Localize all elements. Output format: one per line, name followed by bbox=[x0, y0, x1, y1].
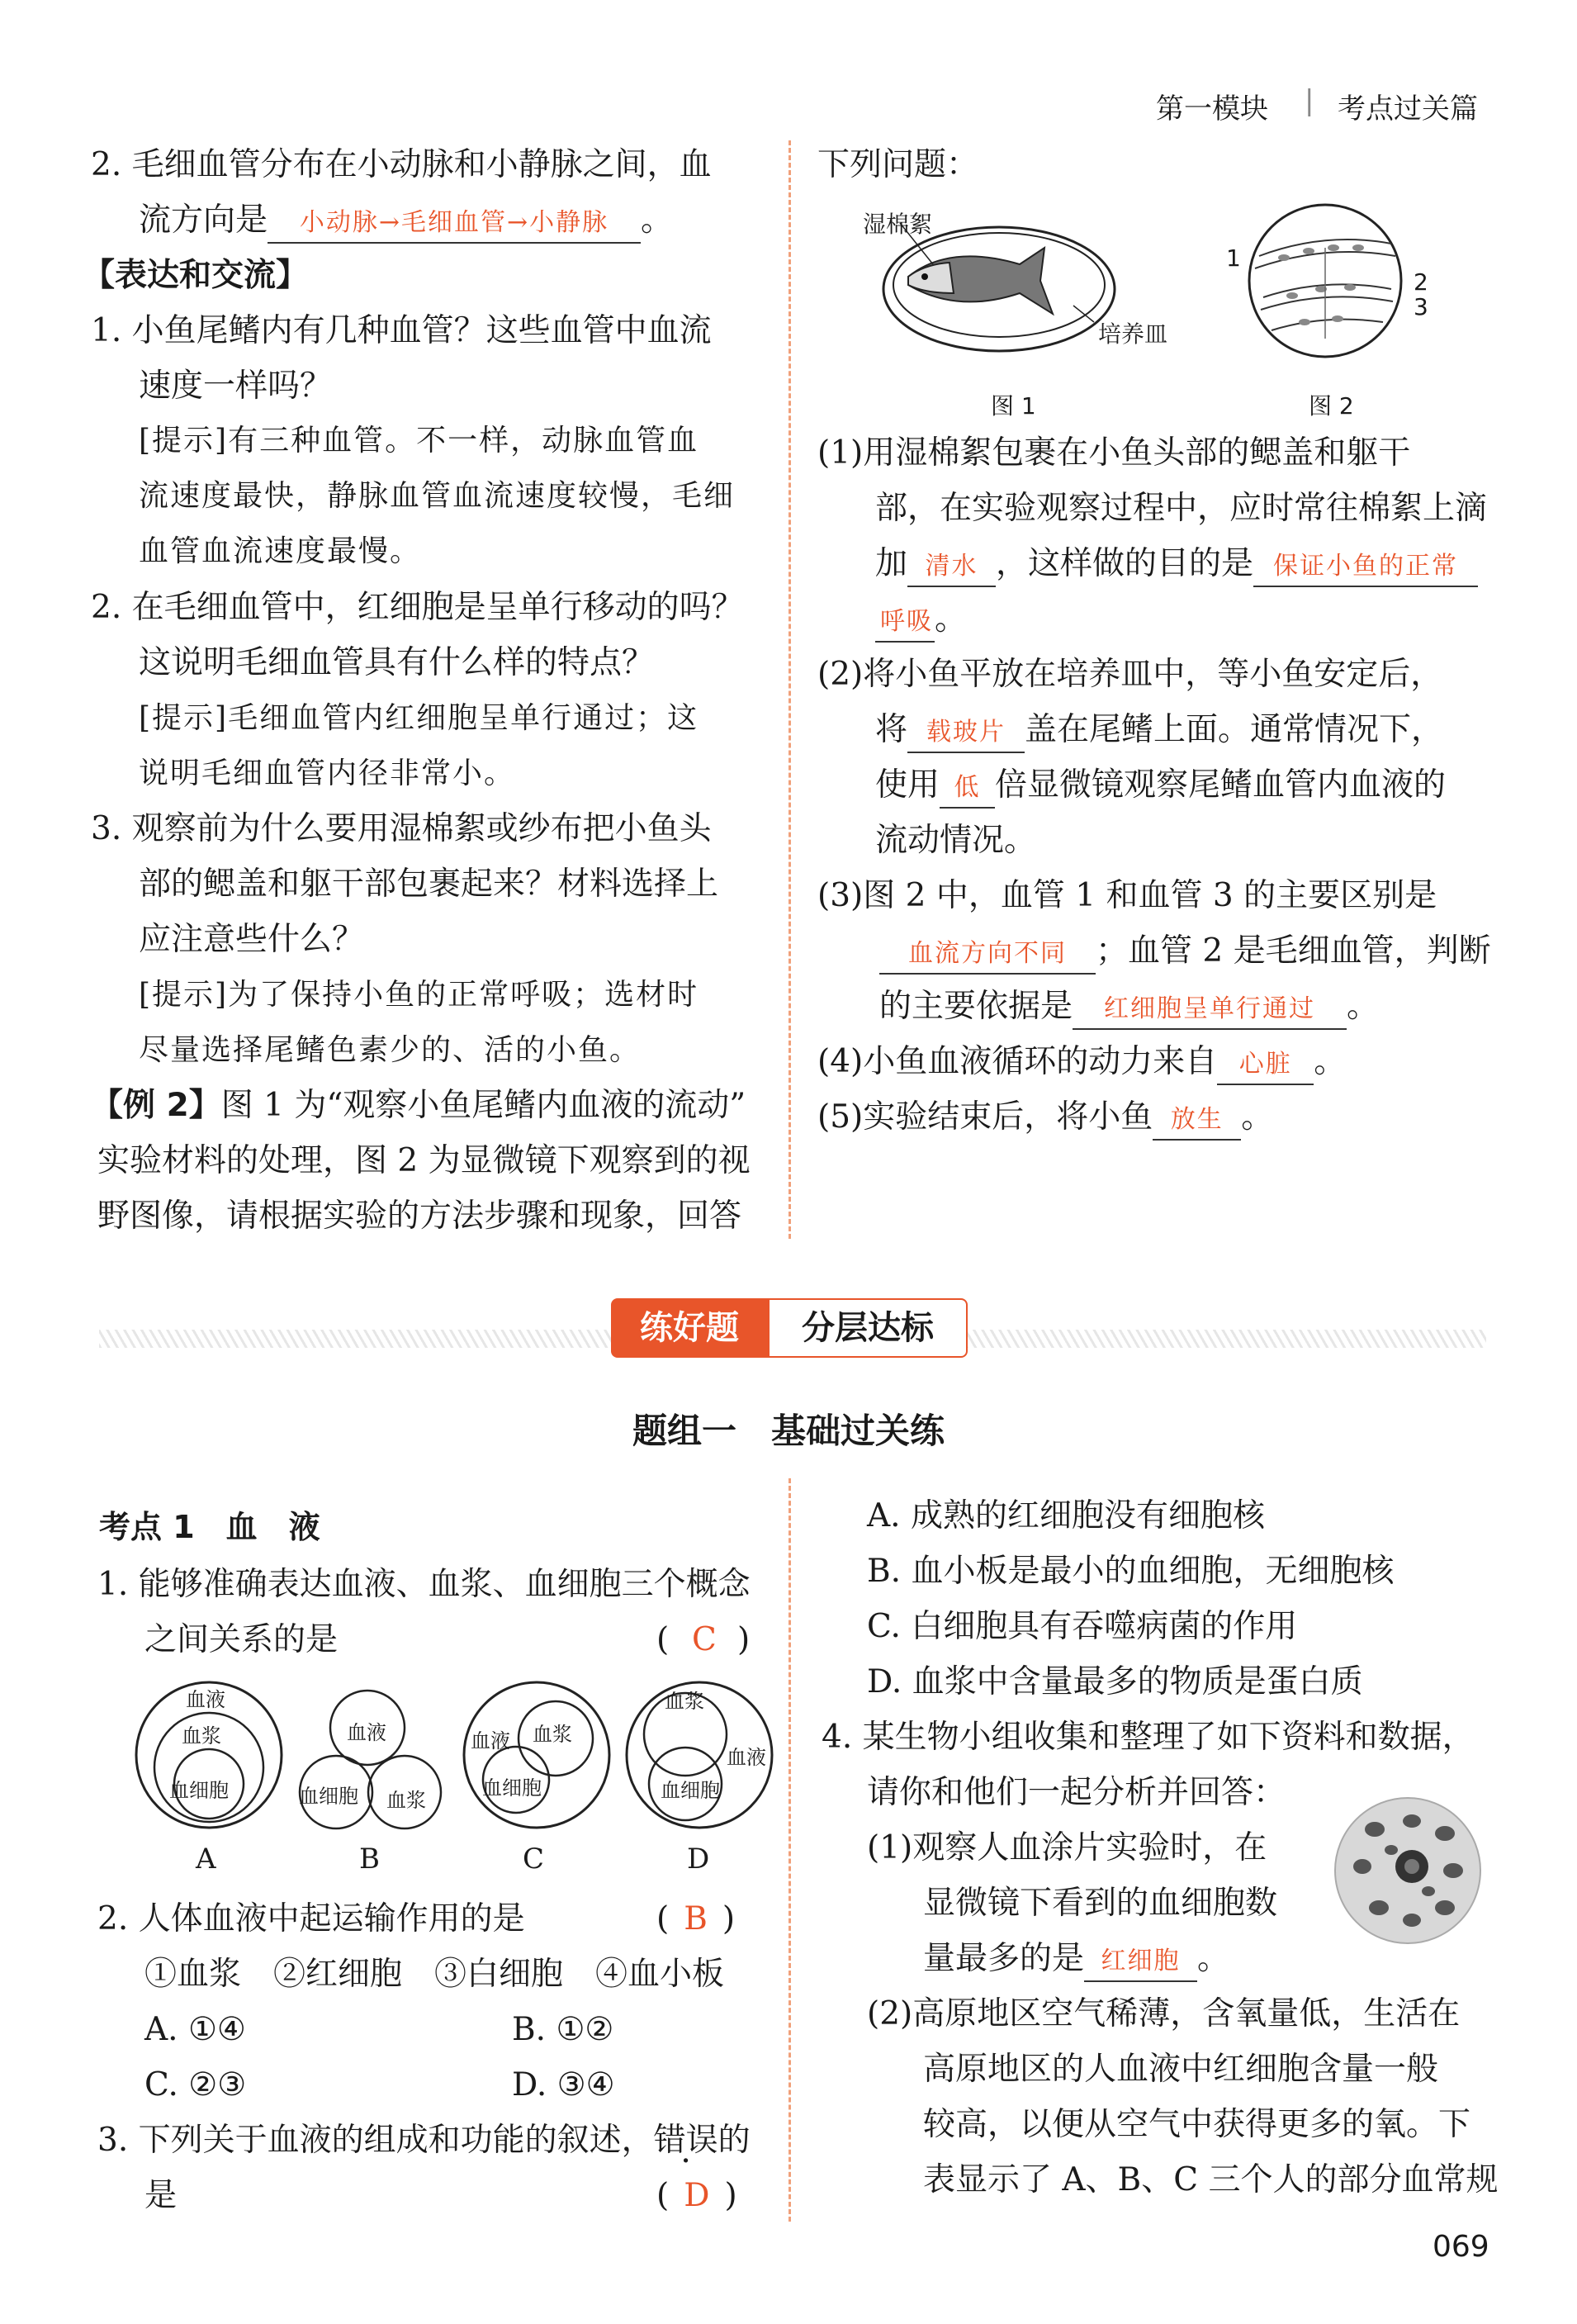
header-module: 第一模块 bbox=[1156, 92, 1268, 126]
p3-line3: 的主要依据是 红细胞呈单行通过 。 bbox=[879, 979, 1379, 1034]
venn-b-label: B bbox=[359, 1843, 380, 1876]
fig2-number-3: 3 bbox=[1414, 293, 1428, 320]
p1-answer1: 清水 bbox=[907, 548, 996, 587]
fig1-label-dish: 培养皿 bbox=[1098, 320, 1168, 348]
example2-label: 【例 2】 bbox=[91, 1087, 221, 1124]
venn-b-t3: 血浆 bbox=[386, 1789, 426, 1812]
page-number: 069 bbox=[1433, 2230, 1489, 2264]
bq3-answer: D bbox=[684, 2177, 710, 2214]
e2-hint2: 说明毛细血管内径非常小。 bbox=[139, 756, 516, 790]
fig2-number-1: 1 bbox=[1226, 244, 1241, 272]
venn-c-t3: 血细胞 bbox=[482, 1776, 542, 1800]
venn-a-t2: 血浆 bbox=[182, 1724, 221, 1748]
bq2-line1: 2. 人体血液中起运输作用的是 bbox=[97, 1900, 525, 1937]
example2-line3: 野图像，请根据实验的方法步骤和现象，回答 bbox=[97, 1198, 742, 1235]
cotton-icon bbox=[908, 263, 954, 293]
kp-title: 考点 1 血 液 bbox=[99, 1509, 320, 1545]
venn-d-t1: 血浆 bbox=[665, 1690, 704, 1713]
fig1-caption: 图 1 bbox=[991, 392, 1036, 420]
bq1-answer: C bbox=[692, 1621, 717, 1658]
header-separator: | bbox=[1305, 84, 1314, 117]
bq4-2-line4: 表显示了 A、B、C 三个人的部分血常规 bbox=[923, 2161, 1499, 2198]
bq3-option-d[interactable]: D. 血浆中含量最多的物质是蛋白质 bbox=[867, 1663, 1363, 1700]
q2-line1: 2. 毛细血管分布在小动脉和小静脉之间，血 bbox=[91, 146, 712, 183]
column-divider bbox=[788, 140, 791, 1239]
bq4-line1: 4. 某生物小组收集和整理了如下资料和数据， bbox=[822, 1719, 1475, 1756]
venn-d-t2: 血液 bbox=[727, 1746, 766, 1769]
fig1-label-cotton: 湿棉絮 bbox=[863, 211, 933, 238]
p3-line1: (3)图 2 中，血管 1 和血管 3 的主要区别是 bbox=[817, 877, 1437, 914]
bq4-line2: 请你和他们一起分析并回答： bbox=[867, 1774, 1286, 1811]
p3-answer1: 血流方向不同 bbox=[879, 935, 1096, 975]
blood-smear-image bbox=[1329, 1792, 1486, 1949]
e2-line1: 2. 在毛细血管中，红细胞是呈单行移动的吗？ bbox=[91, 589, 744, 626]
figure2-microscope-view bbox=[1243, 198, 1408, 363]
example2-line2: 实验材料的处理，图 2 为显微镜下观察到的视 bbox=[97, 1142, 751, 1179]
e1-hint3: 血管血流速度最慢。 bbox=[139, 534, 422, 568]
e3-hint1: [提示]为了保持小鱼的正常呼吸；选材时 bbox=[139, 978, 699, 1012]
venn-b-t2: 血细胞 bbox=[299, 1785, 358, 1808]
group-title: 题组一 基础过关练 bbox=[632, 1411, 945, 1451]
e2-hint1: [提示]毛细血管内红细胞呈单行通过；这 bbox=[139, 701, 699, 735]
bq4-1-answer: 红细胞 bbox=[1084, 1942, 1197, 1982]
bq1-bracket-close: ) bbox=[737, 1621, 751, 1658]
bq4-2-line1: (2)高原地区空气稀薄，含氧量低，生活在 bbox=[867, 1995, 1461, 2032]
bq4-2-line2: 高原地区的人血液中红细胞含量一般 bbox=[923, 2051, 1439, 2088]
p1-line4: 呼吸。 bbox=[875, 591, 967, 647]
bq1-line1: 1. 能够准确表达血液、血浆、血细胞三个概念 bbox=[97, 1566, 751, 1603]
venn-d-t3: 血细胞 bbox=[661, 1779, 720, 1802]
bq2-option-b[interactable]: B. ①② bbox=[512, 2011, 614, 2048]
p3-answer2: 红细胞呈单行通过 bbox=[1073, 990, 1347, 1030]
venn-b-t1: 血液 bbox=[347, 1721, 386, 1744]
venn-b bbox=[293, 1685, 450, 1833]
bq2-option-a[interactable]: A. ①④ bbox=[144, 2011, 246, 2048]
banner-right: 分层达标 bbox=[768, 1298, 968, 1358]
fig2-caption: 图 2 bbox=[1309, 392, 1354, 420]
e2-line2: 这说明毛细血管具有什么样的特点？ bbox=[139, 644, 655, 681]
continue-text: 下列问题： bbox=[817, 146, 979, 183]
p1-line2: 部，在实验观察过程中，应时常往棉絮上滴 bbox=[875, 490, 1488, 527]
example2-line1: 【例 2】图 1 为“观察小鱼尾鳍内血液的流动” bbox=[91, 1087, 746, 1124]
p2-answer2: 低 bbox=[940, 769, 995, 809]
bq2-bracket: ( B ) bbox=[656, 1900, 736, 1937]
venn-c-t1: 血液 bbox=[471, 1729, 510, 1752]
bq4-1-line1: (1)观察人血涂片实验时，在 bbox=[867, 1829, 1267, 1866]
fig2-number-2: 2 bbox=[1414, 268, 1428, 296]
p2-answer1: 载玻片 bbox=[907, 714, 1025, 753]
p3-line2: 血流方向不同 ；血管 2 是毛细血管，判断 bbox=[879, 923, 1491, 979]
p4-line: (4)小鱼血液循环的动力来自 心脏 。 bbox=[817, 1034, 1346, 1089]
p5-line: (5)实验结束后，将小鱼 放生 。 bbox=[817, 1089, 1273, 1145]
venn-c bbox=[458, 1677, 615, 1833]
banner-left: 练好题 bbox=[611, 1298, 768, 1358]
e3-line1: 3. 观察前为什么要用湿棉絮或纱布把小鱼头 bbox=[91, 810, 712, 847]
venn-c-label: C bbox=[523, 1843, 545, 1876]
e1-hint2: 流速度最快，静脉血管血流速度较慢，毛细 bbox=[139, 479, 736, 513]
e3-line3: 应注意些什么？ bbox=[139, 921, 365, 958]
bq2-option-d[interactable]: D. ③④ bbox=[512, 2066, 615, 2103]
bq3-option-b[interactable]: B. 血小板是最小的血细胞，无细胞核 bbox=[867, 1553, 1395, 1590]
bq1-line2: 之间关系的是 bbox=[144, 1621, 339, 1658]
p1-line1: (1)用湿棉絮包裹在小鱼头部的鳃盖和躯干 bbox=[817, 434, 1411, 472]
venn-c-t2: 血浆 bbox=[533, 1723, 572, 1746]
p2-line3: 使用 低 倍显微镜观察尾鳍血管内血液的 bbox=[875, 757, 1446, 813]
bq2-answer: B bbox=[684, 1900, 708, 1937]
p5-answer: 放生 bbox=[1153, 1101, 1241, 1141]
e1-hint1: [提示]有三种血管。不一样，动脉血管血 bbox=[139, 424, 699, 458]
e3-hint2: 尽量选择尾鳍色素少的、活的小鱼。 bbox=[139, 1033, 642, 1067]
e1-line1: 1. 小鱼尾鳍内有几种血管？这些血管中血流 bbox=[91, 312, 712, 349]
bq2-option-c[interactable]: C. ②③ bbox=[144, 2066, 247, 2103]
p4-answer: 心脏 bbox=[1217, 1046, 1314, 1085]
q2-line2: 流方向是 小动脉→毛细血管→小静脉 。 bbox=[139, 192, 673, 248]
header-section: 考点过关篇 bbox=[1338, 92, 1478, 126]
bq3-bracket: ( D ) bbox=[656, 2177, 737, 2214]
column-divider-bottom bbox=[788, 1478, 791, 2222]
bq2-options: ①血浆 ②红细胞 ③白细胞 ④血小板 bbox=[144, 1956, 725, 1993]
e1-line2: 速度一样吗？ bbox=[139, 368, 333, 405]
venn-a-label: A bbox=[196, 1843, 216, 1876]
p2-line4: 流动情况。 bbox=[875, 822, 1037, 859]
e3-line2: 部的鳃盖和躯干部包裹起来？材料选择上 bbox=[139, 866, 719, 903]
p2-line1: (2)将小鱼平放在培养皿中，等小鱼安定后， bbox=[817, 656, 1443, 693]
bq3-option-a[interactable]: A. 成熟的红细胞没有细胞核 bbox=[867, 1497, 1265, 1534]
bq4-2-line3: 较高，以便从空气中获得更多的氧。下 bbox=[923, 2106, 1471, 2143]
venn-a-t1: 血液 bbox=[186, 1688, 225, 1711]
venn-a-t3: 血细胞 bbox=[169, 1779, 229, 1802]
bq3-line2: 是 bbox=[144, 2177, 178, 2214]
bq3-emphasis: 错误 bbox=[653, 2122, 718, 2159]
practice-banner bbox=[611, 1298, 966, 1358]
bq3-line1: 3. 下列关于血液的组成和功能的叙述，错误的 bbox=[97, 2113, 751, 2168]
bq4-1-line2: 显微镜下看到的血细胞数 bbox=[923, 1885, 1278, 1922]
bq1-bracket-open: ( bbox=[656, 1621, 670, 1658]
p1-line3: 加 清水 ，这样做的目的是 保证小鱼的正常 bbox=[875, 536, 1478, 591]
express-title: 【表达和交流】 bbox=[83, 257, 309, 294]
p1-answer2b: 呼吸 bbox=[875, 603, 935, 643]
venn-d-label: D bbox=[687, 1843, 710, 1876]
bq3-option-c[interactable]: C. 白细胞具有吞噬病菌的作用 bbox=[867, 1608, 1298, 1645]
bq4-1-line3: 量最多的是 红细胞 。 bbox=[923, 1931, 1229, 1986]
p1-answer2a: 保证小鱼的正常 bbox=[1253, 548, 1478, 587]
q2-answer: 小动脉→毛细血管→小静脉 bbox=[268, 204, 641, 244]
p2-line2: 将 载玻片 盖在尾鳍上面。通常情况下， bbox=[875, 702, 1443, 757]
